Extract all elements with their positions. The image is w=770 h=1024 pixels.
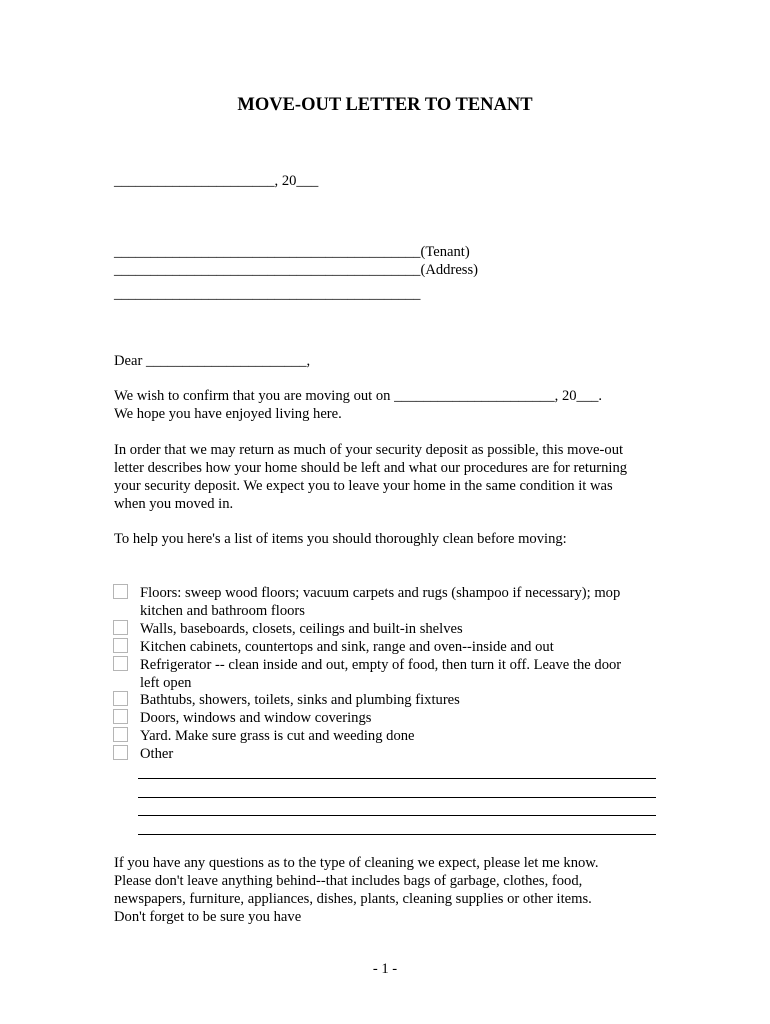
other-blank-line[interactable] <box>138 797 656 798</box>
address-line-2[interactable]: __________________________________________ <box>114 286 421 302</box>
checkbox-floors[interactable] <box>113 584 128 599</box>
checklist-item-label: Bathtubs, showers, toilets, sinks and plumbing fixtures <box>140 692 460 708</box>
checkbox-doors[interactable] <box>113 709 128 724</box>
checkbox-walls[interactable] <box>113 620 128 635</box>
paragraph-line: To help you here's a list of items you should thoroughly clean before moving: <box>114 531 567 547</box>
paragraph-line: when you moved in. <box>114 496 234 512</box>
checkbox-kitchen[interactable] <box>113 638 128 653</box>
tenant-line[interactable]: __________________________________________(Tenant) <box>114 244 470 260</box>
checklist-item-label: Refrigerator -- clean inside and out, empty of food, then turn it off. Leave the door <box>140 657 622 673</box>
other-blank-line[interactable] <box>138 834 656 835</box>
checklist-item-doors <box>140 709 371 727</box>
document-title: MOVE-OUT LETTER TO TENANT <box>237 95 533 115</box>
checklist-item-label: Kitchen cabinets, countertops and sink, range and oven--inside and out <box>140 639 554 655</box>
checklist-item-label: Floors: sweep wood floors; vacuum carpets and rugs (shampoo if necessary); mop <box>140 585 621 601</box>
page-number: - 1 - <box>372 961 398 977</box>
checkbox-bathtubs[interactable] <box>113 691 128 706</box>
checklist-item-walls <box>140 620 463 638</box>
checkbox-other[interactable] <box>113 745 128 760</box>
paragraph-line: your security deposit. We expect you to leave your home in the same condition it was <box>114 478 613 494</box>
checklist-item-bathtubs <box>140 691 460 709</box>
moving-out-paragraph <box>114 387 654 423</box>
checklist-item-label: Other <box>140 746 174 762</box>
checklist-item-refrigerator <box>140 656 621 692</box>
paragraph-line: We hope you have enjoyed living here. <box>114 406 342 422</box>
other-blank-line[interactable] <box>138 778 656 779</box>
checkbox-refrigerator[interactable] <box>113 656 128 671</box>
paragraph-line: We wish to confirm that you are moving out on ______________________, 20___. <box>114 388 603 404</box>
checklist-item-other <box>140 745 173 763</box>
paragraph-line: Don't forget to be sure you have <box>114 909 302 925</box>
paragraph-line: letter describes how your home should be left and what our procedures are for returning <box>114 460 628 476</box>
other-blank-line[interactable] <box>138 815 656 816</box>
checklist-intro <box>114 530 654 548</box>
checklist-item-label: kitchen and bathroom floors <box>140 603 305 619</box>
checklist-item-label: Yard. Make sure grass is cut and weeding done <box>140 728 415 744</box>
checkbox-yard[interactable] <box>113 727 128 742</box>
date-line[interactable]: ______________________, 20___ <box>114 173 319 189</box>
paragraph-line: newspapers, furniture, appliances, dishes, plants, cleaning supplies or other items. <box>114 891 592 907</box>
security-deposit-paragraph <box>114 441 654 513</box>
checklist-item-label: left open <box>140 675 192 691</box>
paragraph-line: In order that we may return as much of your security deposit as possible, this move-out <box>114 442 624 458</box>
paragraph-line: Please don't leave anything behind--that includes bags of garbage, clothes, food, <box>114 873 583 889</box>
salutation: Dear ______________________, <box>114 353 311 369</box>
paragraph-line: If you have any questions as to the type of cleaning we expect, please let me know. <box>114 855 599 871</box>
checklist-item-floors <box>140 584 620 620</box>
checklist-item-yard <box>140 727 415 745</box>
questions-paragraph <box>114 854 654 926</box>
address-line[interactable]: __________________________________________(Address) <box>114 262 479 278</box>
checklist-item-label: Doors, windows and window coverings <box>140 710 372 726</box>
checklist-item-kitchen <box>140 638 554 656</box>
checklist-item-label: Walls, baseboards, closets, ceilings and built-in shelves <box>140 621 463 637</box>
